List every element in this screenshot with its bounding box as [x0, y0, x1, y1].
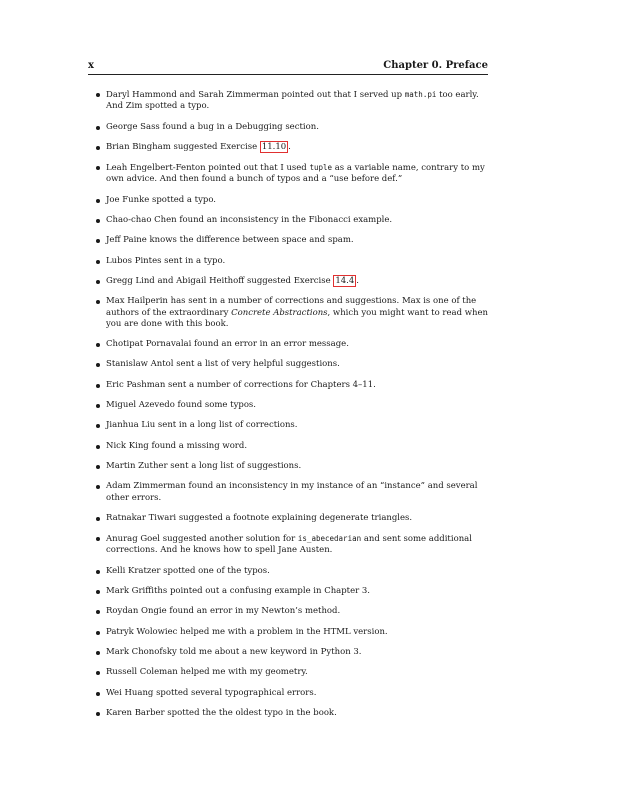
item-text: Karen Barber spotted the the oldest typo in the book.: [106, 707, 337, 718]
item-text: Anurag Goel suggested another solution for: [106, 534, 298, 545]
item-text: Martin Zuther sent a long list of suggestions.: [106, 460, 302, 471]
item-text: Mark Griffiths pointed out a confusing example in Chapter 3.: [106, 586, 371, 597]
list-item: [106, 162, 488, 186]
item-text: Miguel Azevedo found some typos.: [106, 400, 256, 411]
contributor-list: [106, 89, 488, 719]
item-text: Chao-chao Chen found an inconsistency in the Fibonacci example.: [106, 215, 393, 226]
item-text: Daryl Hammond and Sarah Zimmerman pointed out that I served up: [106, 90, 405, 100]
list-item: [106, 533, 488, 557]
item-text: Jeff Paine knows the difference between space and spam.: [106, 235, 354, 246]
item-text: Roydan Ongie found an error in my Newton’s method.: [106, 606, 341, 617]
item-text-tail: .: [356, 275, 359, 286]
item-text-tail: too early. And Zim spotted a typo.: [106, 90, 479, 112]
list-item: [106, 256, 488, 267]
list-item: [106, 122, 488, 133]
list-item: [106, 688, 488, 699]
list-item: [106, 647, 488, 658]
page-header: [88, 58, 488, 75]
list-item: [106, 400, 488, 411]
item-text: Adam Zimmerman found an inconsistency in my instance of an “instance” and several other errors.: [106, 481, 478, 503]
item-text: Gregg Lind and Abigail Heithoff suggested Exercise: [106, 275, 334, 286]
list-item: [106, 380, 488, 391]
item-text: Nick King found a missing word.: [106, 440, 248, 451]
item-text: Patryk Wolowiec helped me with a problem in the HTML version.: [106, 626, 388, 637]
item-text: Jianhua Liu sent in a long list of corrections.: [106, 420, 298, 431]
list-item: [106, 566, 488, 577]
list-item: [106, 461, 488, 472]
list-item: [106, 276, 488, 287]
item-text: George Sass found a bug in a Debugging section.: [106, 121, 319, 132]
item-text: Brian Bingham suggested Exercise: [106, 141, 260, 152]
list-item: [106, 513, 488, 524]
list-item: [106, 142, 488, 153]
list-item: [106, 627, 488, 638]
list-item: [106, 195, 488, 206]
page-body: [106, 89, 488, 728]
page-number: x: [88, 60, 94, 71]
book-title: Concrete Abstractions: [231, 307, 328, 318]
list-item: [106, 606, 488, 617]
list-item: [106, 89, 488, 113]
item-text-tail: , which you might want to read when you are done with this book.: [106, 307, 488, 329]
item-text: Stanislaw Antol sent a list of very helpful suggestions.: [106, 359, 340, 370]
item-text: Max Hailperin has sent in a number of corrections and suggestions. Max is one of the authors of the extraordinary: [106, 296, 477, 318]
item-text-tail: and sent some additional corrections. And he knows how to spell Jane Austen.: [106, 534, 472, 556]
item-text-tail: as a variable name, contrary to my own advice. And then found a bunch of typos and a “use before def.”: [106, 163, 485, 185]
list-item: [106, 420, 488, 431]
item-text: Ratnakar Tiwari suggested a footnote explaining degenerate triangles.: [106, 512, 413, 523]
list-item: [106, 296, 488, 330]
item-text: Lubos Pintes sent in a typo.: [106, 255, 226, 266]
list-item: [106, 586, 488, 597]
list-item: [106, 667, 488, 678]
inline-code: is_abecedarian: [297, 534, 362, 544]
list-item: [106, 339, 488, 350]
item-text: Wei Huang spotted several typographical errors.: [106, 687, 317, 698]
list-item: [106, 215, 488, 226]
item-text-tail: .: [288, 141, 291, 152]
list-item: [106, 359, 488, 370]
inline-code: tuple: [309, 163, 333, 173]
exercise-link[interactable]: 14.4: [335, 275, 355, 286]
list-item: [106, 235, 488, 246]
item-text: Kelli Kratzer spotted one of the typos.: [106, 565, 270, 576]
item-text: Russell Coleman helped me with my geometry.: [106, 667, 308, 678]
item-text: Chotipat Pornavalai found an error in an error message.: [106, 339, 349, 350]
item-text: Joe Funke spotted a typo.: [106, 194, 217, 205]
item-text: Leah Engelbert-Fenton pointed out that I used: [106, 163, 310, 174]
item-text: Eric Pashman sent a number of corrections for Chapters 4–11.: [106, 379, 376, 390]
inline-code: math.pi: [404, 90, 437, 99]
item-text: Mark Chonofsky told me about a new keyword in Python 3.: [106, 646, 362, 657]
list-item: [106, 441, 488, 452]
list-item: [106, 481, 488, 504]
exercise-link[interactable]: 11.10: [261, 141, 287, 152]
list-item: [106, 708, 488, 719]
chapter-title: Chapter 0. Preface: [383, 60, 488, 71]
